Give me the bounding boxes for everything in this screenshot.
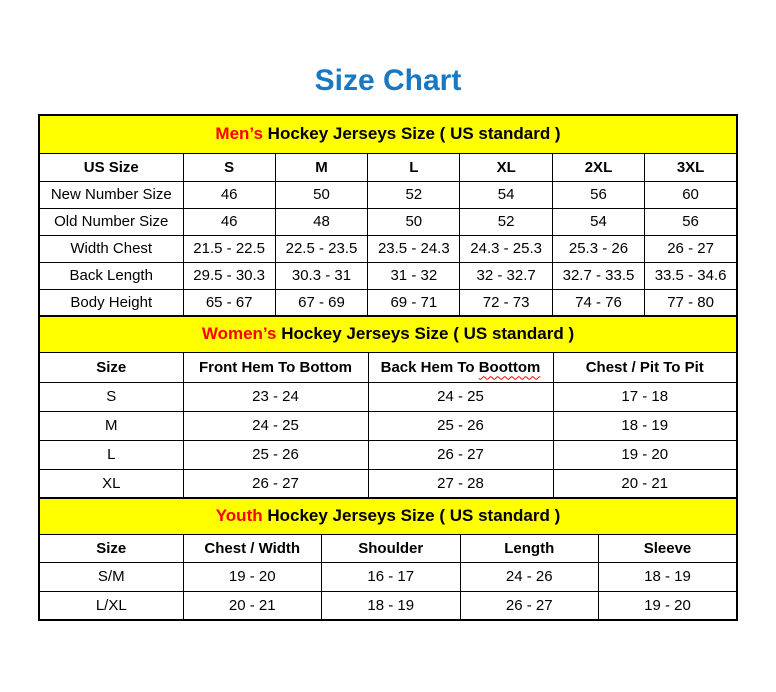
- size-value: 50: [368, 208, 460, 235]
- size-value: 32.7 - 33.5: [552, 262, 644, 289]
- youth-size-table: [38, 497, 738, 621]
- size-value: 48: [275, 208, 367, 235]
- mens-col-header: S: [183, 153, 275, 181]
- womens-col-header-misspelled: [368, 352, 553, 382]
- womens-col-header: Size: [39, 352, 183, 382]
- table-row: [39, 208, 737, 235]
- size-value: 32 - 32.7: [460, 262, 552, 289]
- youth-title-rest: Hockey Jerseys Size ( US standard ): [262, 506, 561, 526]
- size-value: 46: [183, 181, 275, 208]
- size-value: 67 - 69: [275, 289, 367, 316]
- size-value: 33.5 - 34.6: [645, 262, 737, 289]
- table-row: [39, 382, 737, 411]
- size-value: 74 - 76: [552, 289, 644, 316]
- table-row: [39, 181, 737, 208]
- size-value: 69 - 71: [368, 289, 460, 316]
- size-value: 25 - 26: [183, 440, 368, 469]
- size-value: 30.3 - 31: [275, 262, 367, 289]
- size-value: 20 - 21: [553, 469, 737, 498]
- mens-size-table: [38, 114, 738, 317]
- size-value: 52: [460, 208, 552, 235]
- youth-col-header: Chest / Width: [183, 534, 322, 562]
- youth-section-band: [39, 498, 737, 534]
- size-value: 26 - 27: [183, 469, 368, 498]
- size-value: 22.5 - 23.5: [275, 235, 367, 262]
- youth-header-row: [39, 534, 737, 562]
- mens-col-header: M: [275, 153, 367, 181]
- size-value: 24 - 26: [460, 562, 599, 591]
- size-value: 72 - 73: [460, 289, 552, 316]
- size-value: 26 - 27: [368, 440, 553, 469]
- youth-col-header: Length: [460, 534, 599, 562]
- table-row: [39, 469, 737, 498]
- womens-col-header: Front Hem To Bottom: [183, 352, 368, 382]
- size-value: 19 - 20: [553, 440, 737, 469]
- row-label: XL: [39, 469, 183, 498]
- youth-section-title: [39, 498, 737, 534]
- spellcheck-underlined-word: Boottom: [478, 358, 541, 376]
- womens-section-title: [39, 316, 737, 352]
- size-value: 60: [645, 181, 737, 208]
- row-label: S/M: [39, 562, 183, 591]
- mens-col-header: US Size: [39, 153, 183, 181]
- youth-col-header: Sleeve: [599, 534, 738, 562]
- youth-col-header: Size: [39, 534, 183, 562]
- row-label: New Number Size: [39, 181, 183, 208]
- row-label: S: [39, 382, 183, 411]
- row-label: Old Number Size: [39, 208, 183, 235]
- size-value: 27 - 28: [368, 469, 553, 498]
- size-value: 52: [368, 181, 460, 208]
- size-value: 26 - 27: [460, 591, 599, 620]
- mens-col-header: 2XL: [552, 153, 644, 181]
- size-value: 65 - 67: [183, 289, 275, 316]
- size-value: 23.5 - 24.3: [368, 235, 460, 262]
- size-value: 77 - 80: [645, 289, 737, 316]
- size-value: 25 - 26: [368, 411, 553, 440]
- table-row: [39, 440, 737, 469]
- size-value: 16 - 17: [322, 562, 461, 591]
- womens-highlight-word: Women’s: [201, 324, 277, 344]
- womens-header-row: [39, 352, 737, 382]
- size-value: 46: [183, 208, 275, 235]
- womens-title-rest: Hockey Jerseys Size ( US standard ): [276, 324, 575, 344]
- size-value: 21.5 - 22.5: [183, 235, 275, 262]
- size-value: 23 - 24: [183, 382, 368, 411]
- size-value: 56: [645, 208, 737, 235]
- page-title: Size Chart: [314, 64, 462, 97]
- mens-section-title: [39, 115, 737, 153]
- size-value: 56: [552, 181, 644, 208]
- size-value: 26 - 27: [645, 235, 737, 262]
- table-row: [39, 235, 737, 262]
- row-label: Width Chest: [39, 235, 183, 262]
- mens-col-header: L: [368, 153, 460, 181]
- size-value: 18 - 19: [322, 591, 461, 620]
- row-label: M: [39, 411, 183, 440]
- size-value: 31 - 32: [368, 262, 460, 289]
- size-value: 54: [552, 208, 644, 235]
- mens-col-header: XL: [460, 153, 552, 181]
- womens-col-header: Chest / Pit To Pit: [553, 352, 737, 382]
- size-value: 18 - 19: [599, 562, 738, 591]
- youth-highlight-word: Youth: [215, 506, 263, 526]
- size-value: 24 - 25: [183, 411, 368, 440]
- mens-header-row: [39, 153, 737, 181]
- size-value: 18 - 19: [553, 411, 737, 440]
- table-row: [39, 411, 737, 440]
- back-hem-prefix: Back Hem To: [380, 358, 479, 376]
- size-value: 24 - 25: [368, 382, 553, 411]
- size-value: 25.3 - 26: [552, 235, 644, 262]
- table-row: [39, 289, 737, 316]
- size-chart-tables: [38, 114, 738, 621]
- row-label: Back Length: [39, 262, 183, 289]
- size-value: 24.3 - 25.3: [460, 235, 552, 262]
- size-value: 50: [275, 181, 367, 208]
- row-label: L/XL: [39, 591, 183, 620]
- table-row: [39, 562, 737, 591]
- womens-section-band: [39, 316, 737, 352]
- mens-col-header: 3XL: [645, 153, 737, 181]
- size-value: 19 - 20: [183, 562, 322, 591]
- size-value: 19 - 20: [599, 591, 738, 620]
- youth-col-header: Shoulder: [322, 534, 461, 562]
- table-row: [39, 591, 737, 620]
- womens-size-table: [38, 315, 738, 499]
- size-value: 17 - 18: [553, 382, 737, 411]
- table-row: [39, 262, 737, 289]
- size-value: 29.5 - 30.3: [183, 262, 275, 289]
- row-label: L: [39, 440, 183, 469]
- row-label: Body Height: [39, 289, 183, 316]
- mens-title-rest: Hockey Jerseys Size ( US standard ): [262, 124, 561, 144]
- mens-highlight-word: Men’s: [215, 124, 263, 144]
- mens-section-band: [39, 115, 737, 153]
- size-value: 20 - 21: [183, 591, 322, 620]
- size-value: 54: [460, 181, 552, 208]
